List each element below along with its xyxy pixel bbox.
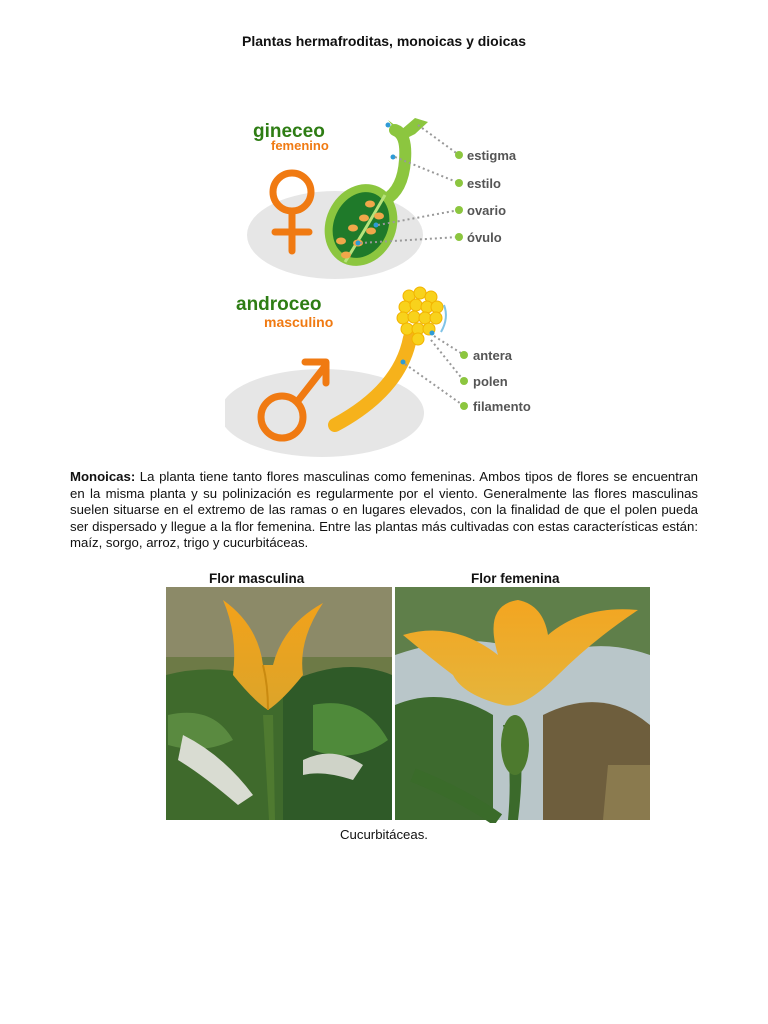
flower-parts-diagram [225, 100, 545, 462]
cucurbit-flowers-photo [163, 565, 655, 823]
female-flower-photo [395, 587, 650, 820]
label-filamento: filamento [473, 399, 531, 414]
photo-caption: Cucurbitáceas. [340, 827, 428, 842]
label-estilo: estilo [467, 176, 501, 191]
femenino-subtitle: femenino [271, 138, 329, 153]
label-ovulo: óvulo [467, 230, 502, 245]
label-ovario: ovario [467, 203, 507, 218]
page-title: Plantas hermafroditas, monoicas y dioicas [242, 33, 526, 49]
paragraph-body: La planta tiene tanto flores masculinas como femeninas. Ambos tipos de flores se encuentran en la misma planta y su polinización es regularmente por el viento. Generalmente las flores masculinas suelen situarse en el extremo de las ramas o en lugares elevados, con la finalidad de que el polen pueda ser dispersado y llegue a la flor femenina. Entre las plantas más cultivadas con estas características están: maíz, sorgo, arroz, trigo y cucurbitáceas. [70, 469, 698, 551]
label-antera: antera [473, 348, 513, 363]
flor-masculina-label: Flor masculina [209, 571, 305, 586]
masculino-subtitle: masculino [264, 314, 334, 330]
gineceo-title: gineceo [253, 121, 325, 142]
label-polen: polen [473, 374, 508, 389]
male-flower-photo [166, 587, 392, 820]
flor-femenina-label: Flor femenina [471, 571, 560, 586]
monoicas-paragraph [70, 469, 698, 552]
androceo-title: androceo [236, 294, 322, 315]
label-estigma: estigma [467, 148, 517, 163]
paragraph-lead: Monoicas: [70, 469, 136, 484]
